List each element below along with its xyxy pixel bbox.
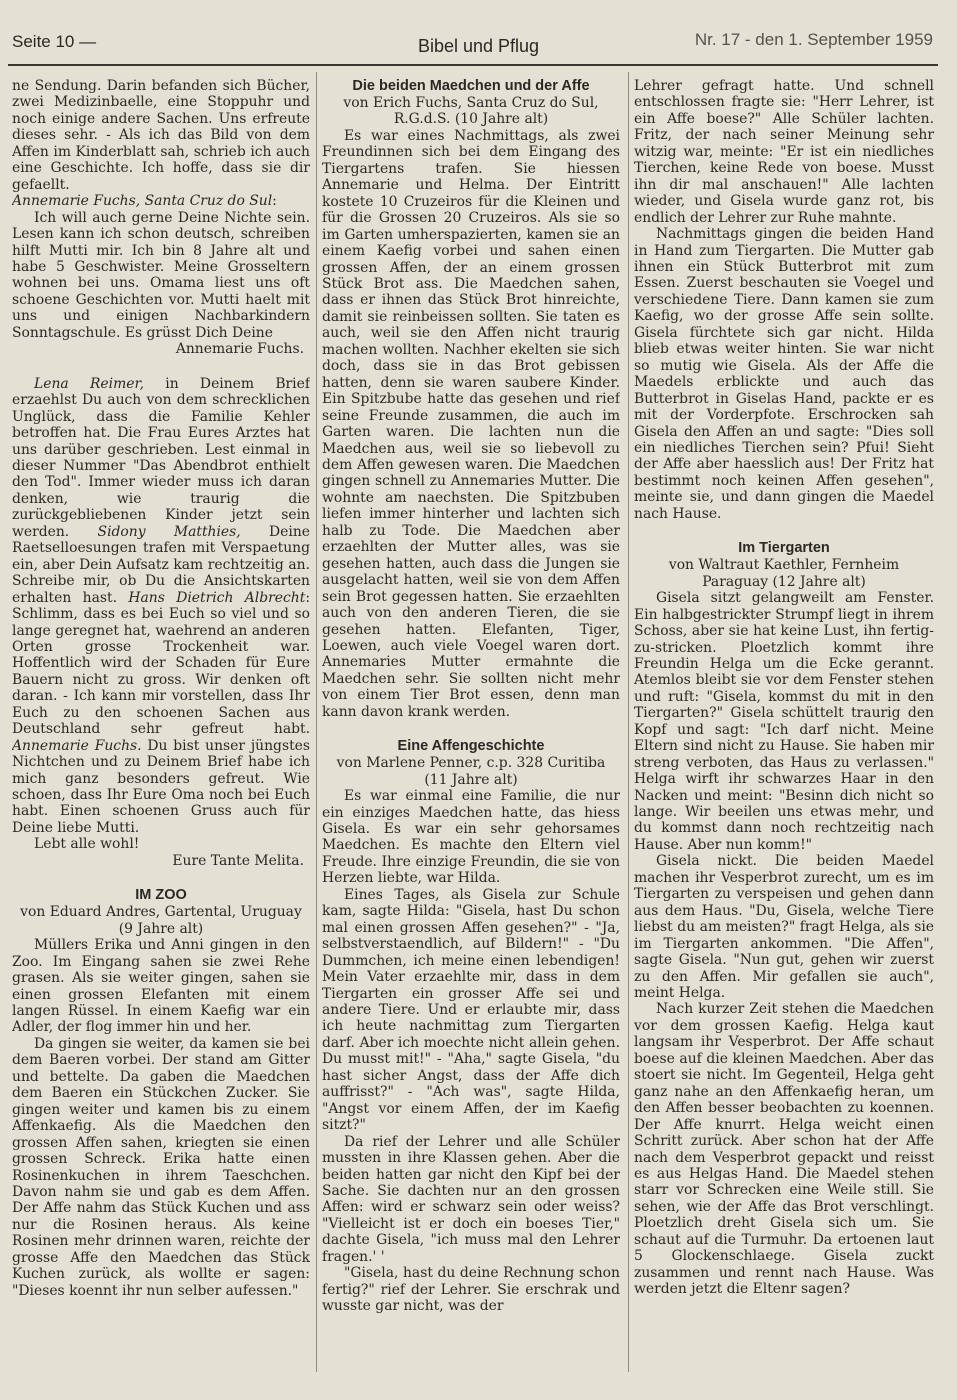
story-title-affengeschichte: Eine Affengeschichte <box>397 738 545 755</box>
reply-name-annemarie: Annemarie Fuchs. <box>12 737 142 754</box>
zoo-age: (9 Jahre alt) <box>118 920 204 937</box>
reply-text-hans: : Schlimm, dass es bei Euch so viel und so lange geregnet hat, waehrend an anderen Orten grosse Trockenheit war. Hoffentlich wird der Schaden für Eure Bauern nicht zu gross. Wir denken oft daran. - Ich kann mir vorstellen, dass Ihr Euch zu den schoenen Sachen aus Deutschland sehr gefreut habt. <box>12 589 310 738</box>
letter-colon: : <box>272 193 277 210</box>
story-byline-marlene: von Marlene Penner, c.p. 328 Curitiba <box>336 755 606 772</box>
tiergarten-paragraph-1: Gisela sitzt gelangweilt am Fenster. Ein halbgestrickter Strumpf liegt in ihrem Schoss, aber sie hat keine Lust, ihn fertig-zu-stricken. Ploetzlich kommt ihre Freundin Helga um die Ecke gerannt. Atemlos bleibt sie vor dem Fenster stehen und ruft: "Gisela, kommst du mit in den Tiergarten?" Gisela schüttelt traurig den Kopf und sagt: "Ich darf nicht. Meine Eltern sind nicht zu Hause. Sie haben mir streng verboten, das Haus zu verlassen." Helga wirft ihr schwarzes Haar in den Nacken und meint: "Besinn dich nicht so lange. Wir beeilen uns etwas mehr, und du kommst dann noch rechtzeitig nach Hause. Aber nun komm!" <box>634 590 934 853</box>
header-rule <box>8 64 938 66</box>
letter-signature: Annemarie Fuchs. <box>175 341 304 358</box>
letter-continuation: ne Sendung. Darin befanden sich Bücher, zwei Medizinbaelle, eine Stoppuhr und noch einige andere Sachen. Uns erfreute dieses sehr. - Als ich das Bild von dem Affen im Kinderblatt sah, schrieb ich auch eine Geschichte. Ich hoffe, dass sie dir gefaellt. <box>12 78 310 193</box>
affengeschichte-ending: Nachmittags gingen die beiden Hand in Hand zum Tiergarten. Die Mutter gab ihnen ein Stück Butterbrot mit zum Essen. Zuerst beschauten sie Voegel und verschiedene Tiere. Dann kamen sie zum Kaefig, wo der grosse Affe sein sollte. Gisela fürchtete sich gar nicht. Hilda blieb etwas weiter hinten. Sie war nicht so mutig wie Gisela. Als der Affe die Maedels erblickte und auch das Butterbrot in Giselas Hand, packte er es mit der Vorderpfote. Erschrocken sah Gisela den Affen an und sagte: "Dies soll ein niedliches Tierchen sein? Pfui! Sieht der Affe aber haesslich aus! Der Fritz hat bestimmt noch keinen Affen gesehen", meinte sie, und dann gingen die Maedel nach Hause. <box>634 226 934 522</box>
column-3 <box>634 78 934 1388</box>
column-2 <box>322 78 620 1388</box>
issue-date: Nr. 17 - den 1. September 1959 <box>694 30 933 49</box>
zoo-paragraph-2: Da gingen sie weiter, da kamen sie bei dem Baeren vorbei. Der stand am Gitter und bettelte. Da gaben die Maedchen dem Baeren ein Stückchen Zucker. Sie gingen weiter und kamen bis zu einem Affenkaefig. Als die Maedchen den grossen Affen sahen, kriegten sie einen grossen Schreck. Erika hatte einen Rosinenkuchen in ihrem Taeschchen. Davon nahm sie und gab es dem Affen. Der Affe nahm das Stück Kuchen und ass nur die Rosinen heraus. Als keine Rosinen mehr drinnen waren, reichte der grosse Affe den Maedchen das Stück Kuchen zurück, als wollte er sagen: "Dieses koennt ihr nun selber aufessen." <box>12 1035 310 1299</box>
affengeschichte-paragraph-3: Da rief der Lehrer und alle Schüler mussten in ihre Klassen gehen. Aber die beiden hatten gar nicht den Kipf bei der Sache. Sie dachten nur an den grossen Affen: wird er schwarz sein oder weiss? "Vielleicht ist er doch ein boeses Tier," dachte Gisela, "ich muss mal den Lehrer fragen.' ' <box>322 1133 620 1265</box>
column-divider-1 <box>316 72 317 1372</box>
affengeschichte-paragraph-1: Es war einmal eine Familie, die nur ein einziges Maedchen hatte, das hiess Gisela. Es war ein sehr gehorsames Maedchen. Es machte den Eltern viel Freude. Ihre einzige Freundin, die sie von Herzen liebte, war Hilda. <box>322 788 620 887</box>
zoo-paragraph-1: Müllers Erika und Anni gingen in den Zoo. Im Eingang sahen sie zwei Rehe grasen. Als sie weiter gingen, sahen sie einen grossen Elefanten mit einem langen Rüssel. In einem Kaefig war ein Adler, der flog immer hin und her. <box>12 937 310 1036</box>
reply-name-lena: Lena Reimer, <box>34 375 144 392</box>
reply-name-sidony: Sidony Matthies, <box>97 523 241 540</box>
tiergarten-paragraph-2: Gisela nickt. Die beiden Maedel machen ihr Vesperbrot zurecht, um es im Tiergarten zu verspeisen und gehen dann aus dem Haus. "Du, Gisela, welche Tiere liebst du am meisten?" fragt Helga, als sie im Tiergarten ankommen. "Die Affen", sagte Gisela. "Nun gut, gehen wir zuerst zu den Affen. Mir gefallen sie auch", meint Helga. <box>634 853 934 1002</box>
replies-paragraph <box>12 376 310 837</box>
story-age-erich: R.G.d.S. (10 Jahre alt) <box>393 111 549 128</box>
affengeschichte-paragraph-4: "Gisela, hast du deine Rechnung schon fertig?" rief der Lehrer. Sie erschrak und wusste gar nicht, was der <box>322 1265 620 1315</box>
reply-text-sidony: Deine Raetselloesungen trafen mit Verspaetung ein, aber Dein Aufsatz kam rechtzeitig an. Schreibe mir, ob Du die Ansichtskarten erhalten hast. <box>12 523 310 606</box>
column-1 <box>12 78 310 1388</box>
aunt-signature: Eure Tante Melita. <box>172 852 304 869</box>
tiergarten-paragraph-3: Nach kurzer Zeit stehen die Maedchen vor dem grossen Kaefig. Helga kaut langsam ihr Vesperbrot. Der Affe schaut boese auf die kleinen Maedchen. Aber das stoert sie nicht. Im Gegenteil, Helga geht ganz nahe an den Affenkaefig heran, um den Affen besser beobachten zu koennen. Der Affe knurrt. Helga weicht einen Schritt zurück. Aber schon hat der Affe nach dem Vesperbrot gepackt und reisst es aus Helgas Hand. Die Maedel stehen starr vor Schrecken eine Weile still. Sie sehen, wie der Affe das Brot verschlingt. Ploetzlich dreht Gisela sich um. Sie schaut auf die Turmuhr. Da ertoenen laut 5 Glockenschlaege. Gisela zuckt zusammen und rennt nach Hause. Was werden jetzt die Eltenr sagen? <box>634 1001 934 1298</box>
story-title-tiergarten: Im Tiergarten <box>738 540 830 557</box>
letter-writer-name: Annemarie Fuchs, Santa Cruz do Sul <box>12 193 273 210</box>
letter-body: Ich will auch gerne Deine Nichte sein. Lesen kann ich schon deutsch, schreiben hilft Mutti mir. Ich bin 8 Jahre alt und habe 5 Geschwister. Meine Grosseltern wohnen bei uns. Omama liest uns oft schoene Geschichten vor. Mutti haelt mit uns und einigen Nachbarkindern Sonntagschule. Es grüsst Dich Deine <box>12 209 310 341</box>
affengeschichte-continuation: Lehrer gefragt hatte. Und schnell entschlossen fragte sie: "Herr Lehrer, ist ein Affe boese?" Alle Schüler lachten. Fritz, der nach seiner Meinung sehr witzig war, meinte: "Er ist ein niedliches Tierchen, keine Rede von boese. Musst ihn dir mal anschauen!" Alle lachten wieder, und Gisela wurde ganz rot, bis endlich der Lehrer zur Ruhe mahnte. <box>634 78 934 226</box>
column-divider-2 <box>628 72 629 1372</box>
story-byline-erich: von Erich Fuchs, Santa Cruz do Sul, <box>343 95 599 111</box>
story-age-waltraut: Paraguay (12 Jahre alt) <box>702 573 866 590</box>
reply-text-annemarie: Du bist unser jüngstes Nichtchen und zu Deinem Brief habe ich mich ganz besonders gefreut. Wie schoen, dass Ihr Eure Oma noch bei Euch habt. Einen schoenen Gruss auch für Deine liebe Mutti. <box>12 737 310 836</box>
zoo-byline: von Eduard Andres, Gartental, Uruguay <box>20 904 302 921</box>
farewell: Lebt alle wohl! <box>34 836 140 853</box>
story-body-maedchen-affe: Es war eines Nachmittags, als zwei Freundinnen sich bei dem Eingang des Tiergartens trafen. Sie hiessen Annemarie und Helma. Der Eintritt kostete 10 Cruzeiros für die Kleinen und für die Grossen 20 Cruzeiros. Als sie so im Garten umherspazierten, kamen sie an einem Kaefig vorbei und sahen einen grossen Affen, der an einem grossen Stück Brot ass. Die Maedchen sahen, dass er ihnen das Stück Brot hinreichte, damit sie reinbeissen sollten. Sie taten es auch, weil sie den Affen nicht traurig machen wollten. Nachher ekelten sie sich doch, dass sie in das Brot gebissen hatten, denn sie waren saubere Kinder. Ein Spitzbube hatte das gesehen und rief seine Freunde zusammen, die auch im Garten waren. Die lachten nun die Maedchen aus, weil sie so liebevoll zu dem Affen gewesen waren. Die Maedchen gingen schnell zu Annemaries Mutter. Die wohnte am naechsten. Die Spitzbuben liefen immer hinterher und lachten sich halb zu Tode. Die Maedchen aber erzaehlten der Mutter alles, was sie gesehen hatten, auch dass die Jungen sie ausgelacht hatten, weil sie von dem Affen sein Brot gegessen hatten. Sie erzaehlten auch von den anderen Tieren, die sie gesehen hatten. Elefanten, Tiger, Loewen, auch viele Voegel waren dort. Annemaries Mutter ermahnte die Maedchen sehr. Sie sollten nicht mehr von einem Tier Brot essen, denn man kann davon krank werden. <box>322 127 620 720</box>
zoo-title: IM ZOO <box>135 887 187 904</box>
affengeschichte-paragraph-2: Eines Tages, als Gisela zur Schule kam, sagte Hilda: "Gisela, hast Du schon mal einen grossen Affen gesehen?" - "Ja, selbstverstaendlich, auf Bildern!" - "Du Dummchen, ich meine einen lebendigen! Mein Vater erzaehlte mir, dass in dem Tiergarten ein grosser Affe sei und andere Tiere. Und er erlaubte mir, dass ich heute nachmittag zum Tiergarten darf. Aber ich moechte nicht allein gehen. Du musst mit!" - "Aha," sagte Gisela, "du hast sicher Angst, dass der Affe dich auffrisst?" - "Ach was", sagte Hilda, "Angst vor einem Affen, der im Kaefig sitzt?" <box>322 886 620 1134</box>
story-title-maedchen-affe: Die beiden Maedchen und der Affe <box>352 78 590 94</box>
reply-text-lena: in Deinem Brief erzaehlst Du auch von dem schrecklichen Unglück, dass die Familie Kehler betroffen hat. Die Frau Eures Arztes hat uns darüber geschrieben. Lest einmal in dieser Nummer "Das Abendbrot enthielt den Tod". Immer wieder muss ich daran denken, wie traurig die zurückgebliebenen Kinder jetzt sein werden. <box>12 375 310 540</box>
story-age-marlene: (11 Jahre alt) <box>424 771 518 788</box>
reply-name-hans: Hans Dietrich Albrecht <box>128 589 306 606</box>
story-byline-waltraut: von Waltraut Kaethler, Fernheim <box>668 557 900 574</box>
publication-title: Bibel und Pflug <box>417 36 540 56</box>
letter-annemarie <box>12 193 310 209</box>
page-number: Seite 10 — <box>12 32 97 51</box>
